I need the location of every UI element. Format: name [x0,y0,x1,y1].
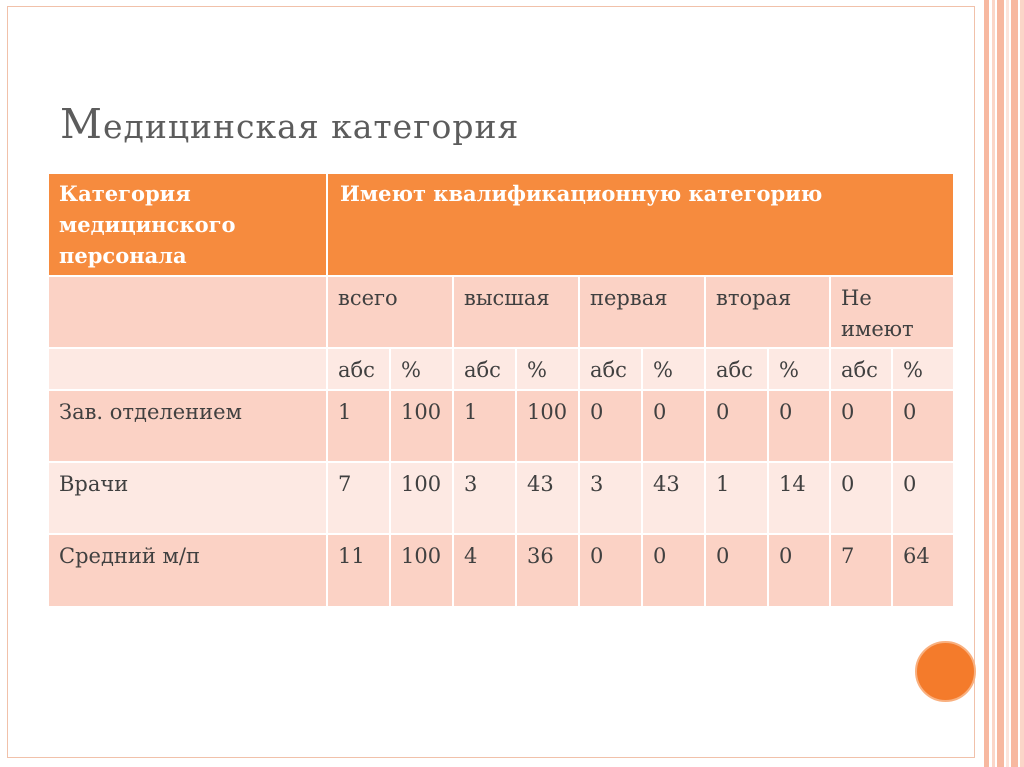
table-cell: 43 [516,462,579,534]
decorative-stripes [984,0,1024,767]
table-cell: 0 [579,390,642,462]
table-cell: 43 [642,462,705,534]
table-cell: 0 [579,534,642,606]
group-header: всего [327,276,453,348]
table-row [49,462,953,534]
subheader-cell: % [390,348,453,390]
table-cell: 0 [830,462,892,534]
table-cell: 0 [768,534,830,606]
table-cell: 100 [516,390,579,462]
table-cell: 3 [579,462,642,534]
header-category: Категория медицинского персонала [49,174,327,276]
empty-cell [49,348,327,390]
table-cell: 7 [327,462,390,534]
subheader-row [49,348,953,390]
table-cell: 0 [892,462,953,534]
row-label: Зав. отделением [49,390,327,462]
table-cell: 1 [453,390,516,462]
table-row [49,390,953,462]
group-header: вторая [705,276,830,348]
page-title: Медицинская категория [60,100,520,148]
subheader-cell: % [892,348,953,390]
table-cell: 1 [327,390,390,462]
table-cell: 100 [390,534,453,606]
subheader-cell: % [768,348,830,390]
table-cell: 36 [516,534,579,606]
table-cell: 0 [642,534,705,606]
group-header: высшая [453,276,579,348]
subheader-cell: абс [453,348,516,390]
table-cell: 0 [892,390,953,462]
table-cell: 0 [830,390,892,462]
table-cell: 100 [390,390,453,462]
table-cell: 4 [453,534,516,606]
table-cell: 1 [705,462,768,534]
subheader-cell: % [516,348,579,390]
qualification-table [49,174,953,606]
table-cell: 100 [390,462,453,534]
subheader-cell: абс [579,348,642,390]
empty-cell [49,276,327,348]
group-header: Не имеют [830,276,953,348]
table-cell: 7 [830,534,892,606]
table-header-row [49,174,953,276]
table-cell: 64 [892,534,953,606]
subheader-cell: абс [327,348,390,390]
row-label: Средний м/п [49,534,327,606]
subheader-cell: абс [830,348,892,390]
group-header-row [49,276,953,348]
orange-circle-icon [915,641,976,702]
table-cell: 0 [642,390,705,462]
subheader-cell: абс [705,348,768,390]
subheader-cell: % [642,348,705,390]
table-cell: 14 [768,462,830,534]
header-qualified: Имеют квалификационную категорию [327,174,953,276]
table-row [49,534,953,606]
group-header: первая [579,276,705,348]
table-cell: 0 [705,390,768,462]
table-cell: 0 [705,534,768,606]
table-cell: 0 [768,390,830,462]
table-cell: 3 [453,462,516,534]
row-label: Врачи [49,462,327,534]
table-cell: 11 [327,534,390,606]
